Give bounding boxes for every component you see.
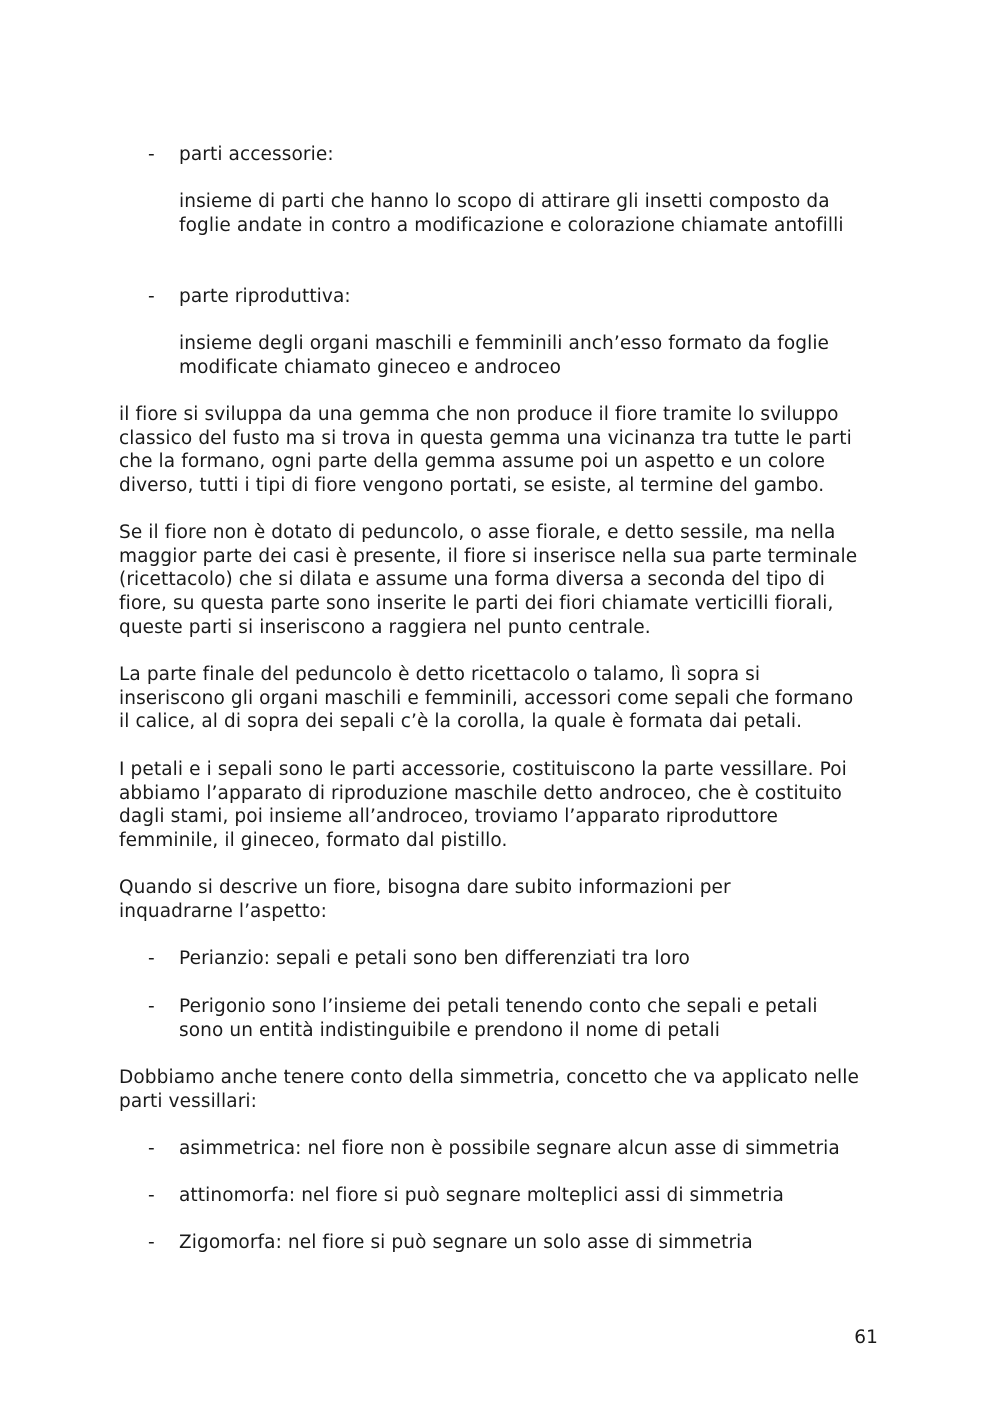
list-item-title: parte riproduttiva:: [179, 286, 351, 307]
text-line: abbiamo l’apparato di riproduzione maschile detto androceo, che è costituito: [119, 782, 842, 804]
text-line: femminile, il gineceo, formato dal pistillo.: [119, 830, 508, 852]
list-item: attinomorfa: nel fiore si può segnare molteplici assi di simmetria: [179, 1185, 784, 1206]
text-line: maggior parte dei casi è presente, il fiore si inserisce nella sua parte terminale: [119, 545, 858, 567]
text-line: insieme degli organi maschili e femminili anch’esso formato da foglie: [179, 333, 830, 354]
list-item: [179, 947, 899, 971]
text-line: insieme di parti che hanno lo scopo di attirare gli insetti composto da: [179, 191, 830, 212]
text-line: Perianzio: sepali e petali sono ben differenziati tra loro: [179, 948, 690, 969]
paragraph: [119, 876, 899, 923]
text-line: La parte finale del peduncolo è detto ricettacolo o talamo, lì sopra si: [119, 664, 761, 685]
list-item-description: [179, 332, 899, 379]
text-line: Quando si descrive un fiore, bisogna dare subito informazioni per: [119, 877, 731, 898]
text-line: I petali e i sepali sono le parti accessorie, costituiscono la parte vessillare. Poi: [119, 759, 847, 780]
text-line: Se il fiore non è dotato di peduncolo, o asse fiorale, e detto sessile, ma nella: [119, 522, 836, 543]
list-item: [179, 995, 899, 1042]
text-line: dagli stami, poi insieme all’androceo, troviamo l’apparato riproduttore: [119, 806, 778, 828]
text-line: il calice, al di sopra dei sepali c’è la corolla, la quale è formata dai petali.: [119, 711, 803, 733]
list-dash: -: [148, 1232, 155, 1253]
paragraph: [119, 758, 899, 853]
list-dash: -: [148, 1185, 155, 1206]
text-line: fiore, su questa parte sono inserite le parti dei fiori chiamate verticilli fiorali,: [119, 593, 834, 615]
list-item: Zigomorfa: nel fiore si può segnare un solo asse di simmetria: [179, 1232, 753, 1253]
text-line: modificate chiamato gineceo e androceo: [179, 356, 562, 378]
text-line: Perigonio sono l’insieme dei petali tenendo conto che sepali e petali: [179, 996, 818, 1017]
list-dash: -: [148, 996, 155, 1017]
list-dash: -: [148, 144, 155, 165]
text-line: (ricettacolo) che si dilata e assume una forma diversa a seconda del tipo di: [119, 569, 826, 591]
text-line: parti vessillari:: [119, 1090, 258, 1112]
text-line: inquadrarne l’aspetto:: [119, 900, 328, 922]
text-line: che la formano, ogni parte della gemma assume poi un aspetto e un colore: [119, 451, 825, 473]
paragraph: [119, 1066, 899, 1113]
list-item-description: [179, 190, 899, 237]
text-line: Dobbiamo anche tenere conto della simmetria, concetto che va applicato nelle: [119, 1067, 859, 1088]
list-dash: -: [148, 1138, 155, 1159]
page-number: 61: [854, 1327, 878, 1348]
text-line: classico del fusto ma si trova in questa gemma una vicinanza tra tutte le parti: [119, 427, 852, 449]
list-item-title: parti accessorie:: [179, 144, 334, 165]
paragraph: [119, 403, 899, 498]
text-line: queste parti si inseriscono a raggiera nel punto centrale.: [119, 616, 651, 638]
paragraph: [119, 521, 899, 640]
text-line: foglie andate in contro a modificazione e colorazione chiamate antofilli: [179, 214, 844, 236]
text-line: inseriscono gli organi maschili e femminili, accessori come sepali che formano: [119, 687, 854, 709]
paragraph: [119, 663, 899, 734]
text-line: sono un entità indistinguibile e prendono il nome di petali: [179, 1019, 721, 1041]
list-dash: -: [148, 286, 155, 307]
text-line: il fiore si sviluppa da una gemma che non produce il fiore tramite lo sviluppo: [119, 404, 839, 425]
list-item: asimmetrica: nel fiore non è possibile segnare alcun asse di simmetria: [179, 1138, 840, 1159]
list-dash: -: [148, 948, 155, 969]
text-line: diverso, tutti i tipi di fiore vengono portati, se esiste, al termine del gambo.: [119, 475, 825, 497]
